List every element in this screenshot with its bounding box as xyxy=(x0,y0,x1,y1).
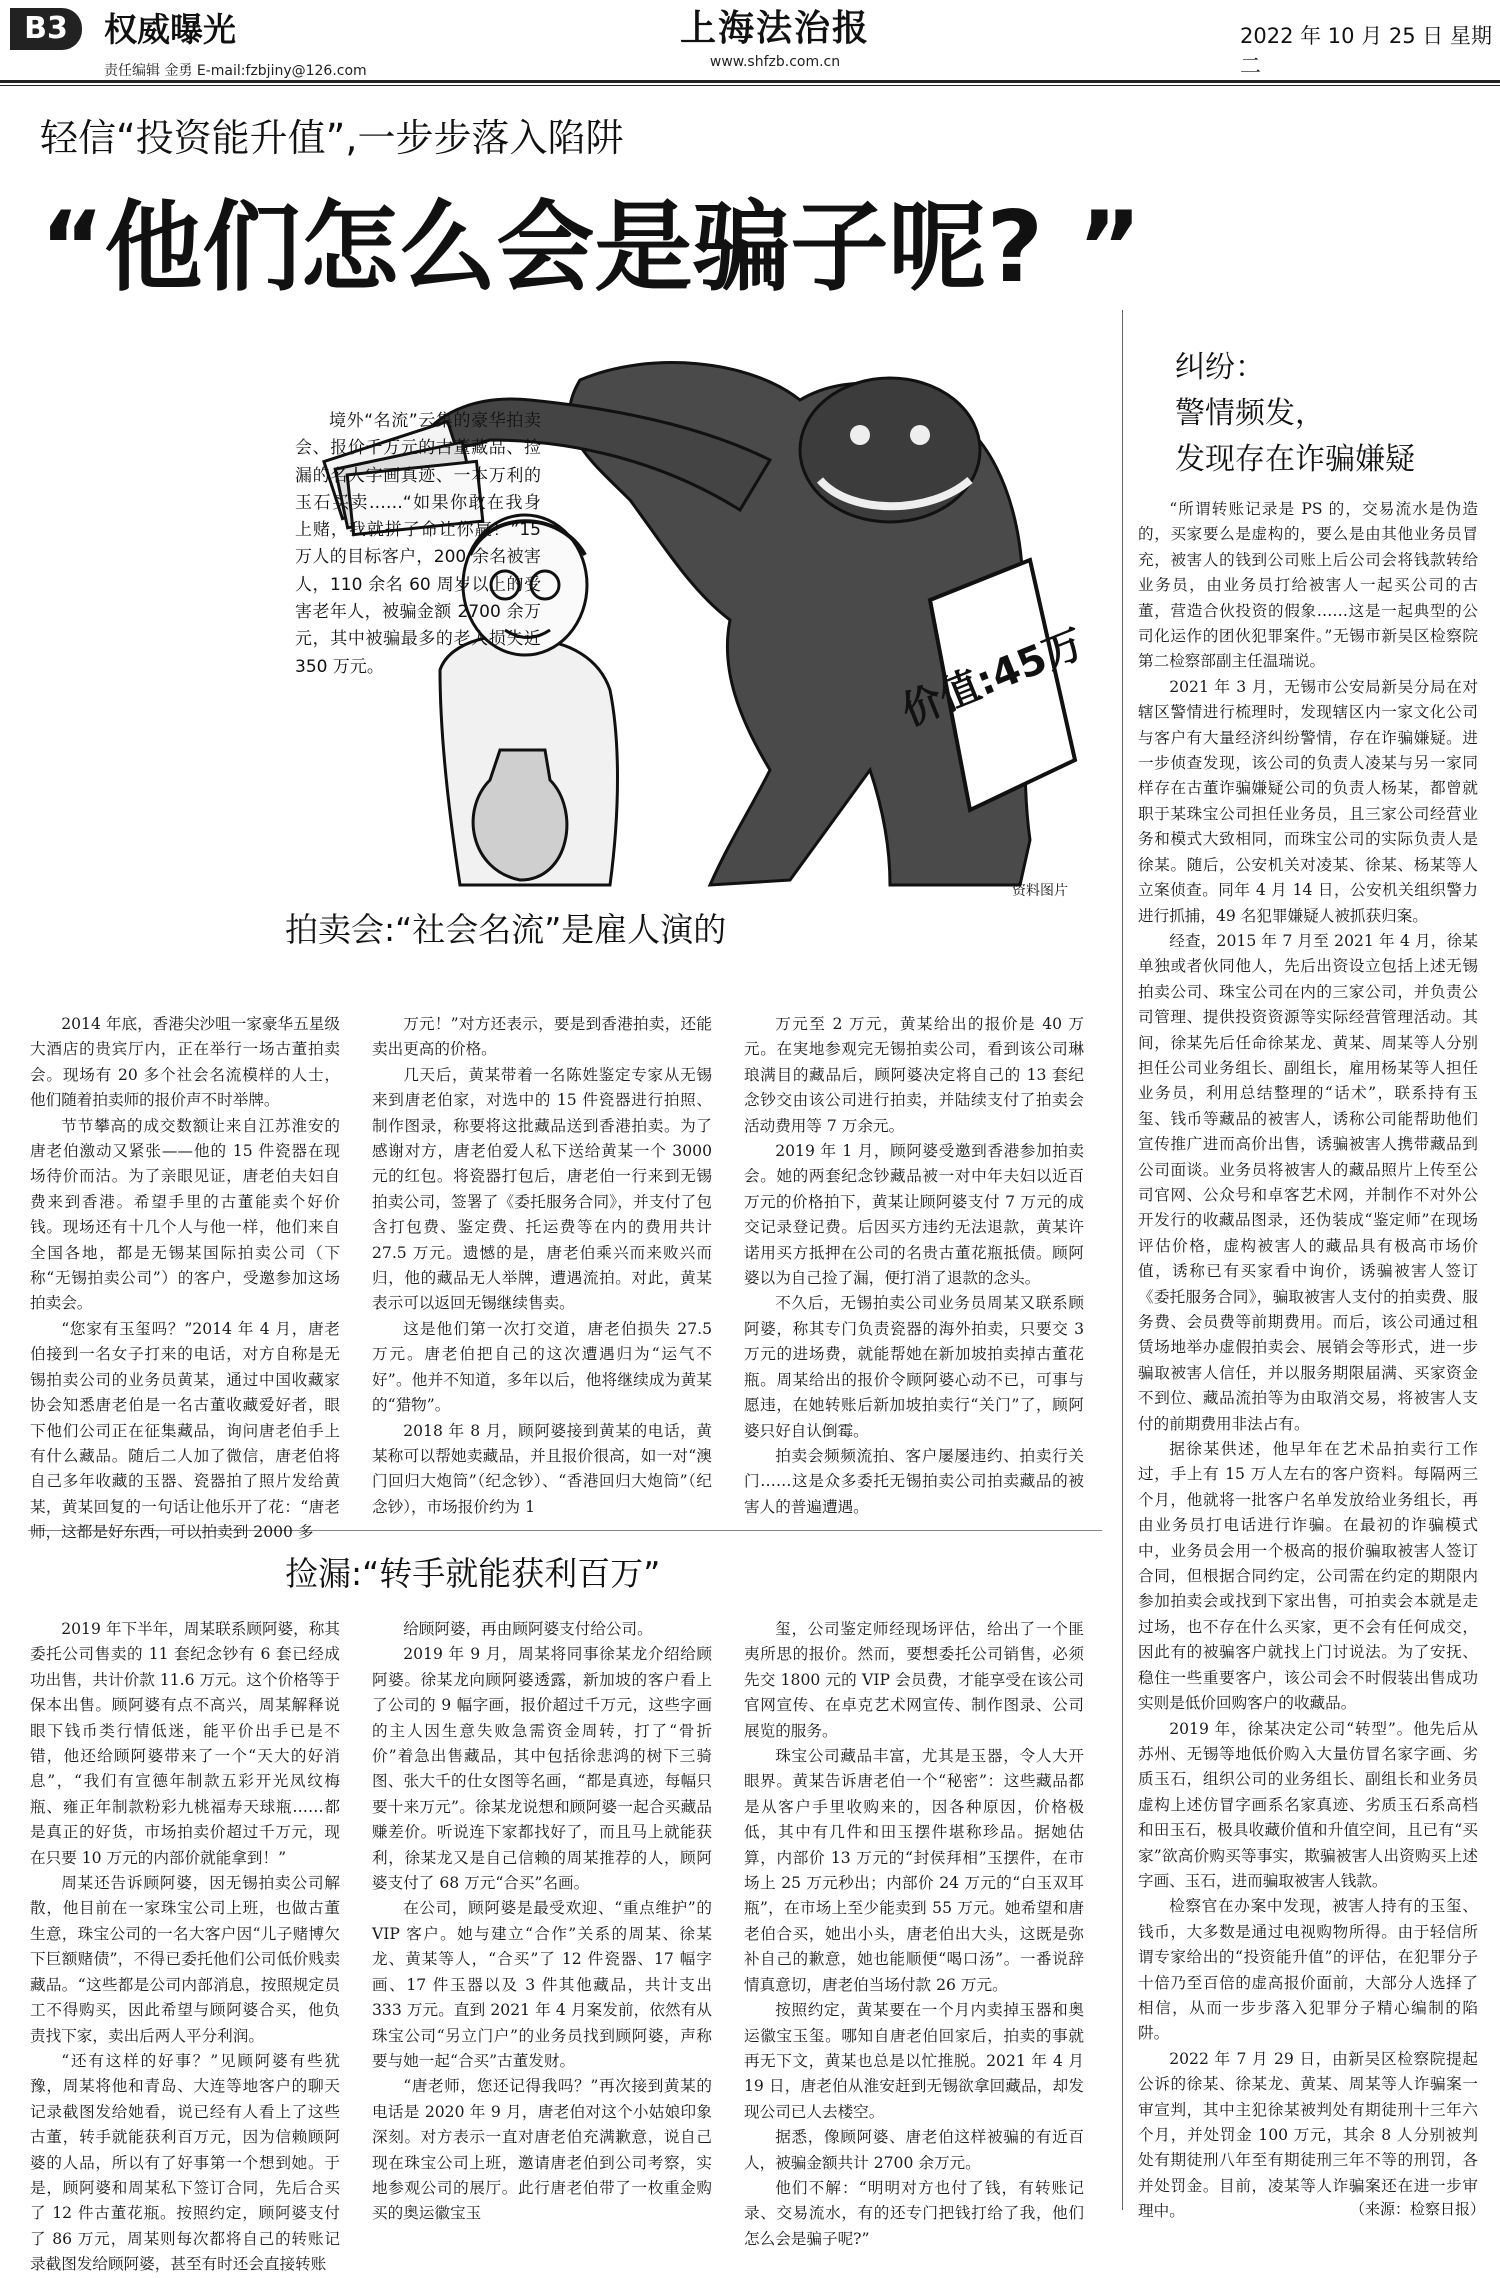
article-intro xyxy=(295,408,541,681)
cartoon-shadow-head xyxy=(800,378,980,522)
paragraph: 2014 年底，香港尖沙咀一家豪华五星级大酒店的贵宾厅内，正在举行一场古董拍卖会。现场有 20 多个社会名流模样的人士，他们随着拍卖师的报价声不时举牌。 xyxy=(30,1015,340,1110)
article-headline: “他们怎么会是骗子呢? ” xyxy=(40,191,1142,305)
paragraph: 2019 年 9 月，周某将同事徐某龙介绍给顾阿婆。徐某龙向顾阿婆透露，新加坡的客户看上了公司的 9 幅字画，报价超过千万元，这些字画的主人因生意失败急需资金周转，打了“骨折价”着急出售藏品，其中包括徐悲鸿的树下三骑图、张大千的仕女图等名画，“都是真迹，每幅只要十来万元”。徐某龙说想和顾阿婆一起合买藏品赚差价。听说连下家都找好了，而且马上就能获利，徐某龙又是自己信赖的周某推荐的人，顾阿婆支付了 68 万元“合买”名画。 xyxy=(372,1645,712,1893)
paragraph: 据徐某供述，他早年在艺术品拍卖行工作过，手上有 15 万人左右的客户资料。每隔两三个月，他就将一批客户名单发放给业务组长，再由业务员打电话进行诈骗。在最初的诈骗模式中，业务员会用一个极高的报价骗取被害人签订合同，但根据合同约定，公司需在约定的期限内参加拍卖会或找到下家出售，可拍卖会本就是走过场，也不存在什么买家，更不会有任何成交，因此有的被骗客户就找上门讨说法。为了安抚、稳住一些重要客户，该公司会不时假装出售成功实则是低价回购客户的收藏品。 xyxy=(1138,1440,1478,1713)
paragraph: 玺，公司鉴定师经现场评估，给出了一个匪夷所思的报价。然而，要想委托公司销售，必须先交 1800 元的 VIP 会员费，才能享受在该公司官网宣传、在卓克艺术网宣传、制作图录、公司展览的服务。 xyxy=(744,1620,1084,1740)
paragraph: 在公司，顾阿婆是最受欢迎、“重点维护”的 VIP 客户。她与建立“合作”关系的周某、徐某龙、黄某等人，“合买”了 12 件瓷器、17 幅字画、17 件玉器以及 3 件其他藏品，共计支出 333 万元。直到 2021 年 4 月案发前，依然有从珠宝公司“另立门户”的业务员找到顾阿婆，声称要与她一起“合买”古董发财。 xyxy=(372,1899,712,2070)
paragraph: 珠宝公司藏品丰富，尤其是玉器，令人大开眼界。黄某告诉唐老伯一个“秘密”：这些藏品都是从客户手里收购来的，因各种原因，价格极低，其中有几件和田玉摆件堪称珍品。据她估算，内部价 13 万元的“封侯拜相”玉摆件，在市场上 25 万元秒出；内部价 24 万元的“白玉双耳瓶”，在市场上至少能卖到 55 万元。她希望和唐老伯合买，她出小头，唐老伯出大头，这既是弥补自己的歉意，她也能顺便“喝口汤”。一番说辞情真意切，唐老伯当场付款 26 万元。 xyxy=(744,1747,1084,1994)
paragraph: 2019 年下半年，周某联系顾阿婆，称其委托公司售卖的 11 套纪念钞有 6 套已经成功出售，共计价款 11.6 万元。这个价格等于保本出售。顾阿婆有点不高兴，周某解释说眼下钱币类行情低迷，能平价出手已是不错，他还给顾阿婆带来了一个“天大的好消息”，“我们有宣德年制款五彩开光凤纹梅瓶、雍正年制款粉彩九桃福寿天球瓶……都是真正的好货，市场拍卖价超过千万元，现在只要 10 万元的内部价就能拿到！” xyxy=(30,1620,340,1867)
body-column-4 xyxy=(30,1617,340,2274)
cartoon-eye-left xyxy=(850,425,870,445)
right-subhead xyxy=(1175,345,1415,483)
column-divider xyxy=(1122,310,1123,2210)
body-column-1 xyxy=(30,1012,340,1542)
right-subhead-line-1: 纠纷： xyxy=(1175,350,1265,385)
editor-line: 责任编辑 金勇 E-mail:fzbjiny@126.com xyxy=(104,63,367,79)
section-title: 权威曝光 xyxy=(104,10,236,49)
paragraph: 周某还告诉顾阿婆，因无锡拍卖公司解散，他目前在一家珠宝公司上班，也做古董生意，珠宝公司的一名大客户因“儿子赌博欠下巨额赌债”，不得已委托他们公司低价贱卖藏品。“这些都是公司内部消息，按照规定员工不得购买，因此希望与顾阿婆合买，他负责找下家，卖出后两人平分利润。 xyxy=(30,1874,340,2045)
paragraph: 万元！”对方还表示，要是到香港拍卖，还能卖出更高的价格。 xyxy=(372,1015,712,1059)
paragraph: 给顾阿婆，再由顾阿婆支付给公司。 xyxy=(403,1620,653,1638)
paragraph: 他们不解：“明明对方也付了钱，有转账记录、交易流水，有的还专门把钱打给了我，他们怎么会是骗子呢?” xyxy=(744,2178,1084,2248)
section-heading-auction: 拍卖会:“社会名流”是雇人演的 xyxy=(285,910,727,949)
paragraph: “唐老师，您还记得我吗？”再次接到黄某的电话是 2020 年 9 月，唐老伯对这个小姑娘印象深刻。对方表示一直对唐老伯充满歉意，说自己现在珠宝公司上班，邀请唐老伯到公司考察，实地参观公司的展厅。此行唐老伯带了一枚重金购买的奥运徽宝玉 xyxy=(372,2077,712,2223)
paragraph: “您家有玉玺吗？”2014 年 4 月，唐老伯接到一名女子打来的电话，对方自称是无锡拍卖公司的业务员黄某，通过中国收藏家协会知悉唐老伯是一名古董收藏爱好者，眼下他们公司正在征集藏品，询问唐老伯手上有什么藏品。随后二人加了微信，唐老伯将自己多年收藏的玉器、瓷器拍了照片发给黄某，黄某回复的一句话让他乐开了花：“唐老师，这都是好东西，可以拍卖到 2000 多 xyxy=(30,1319,340,1542)
header-rule xyxy=(0,80,1500,83)
paragraph: 不久后，无锡拍卖公司业务员周某又联系顾阿婆，称其专门负责瓷器的海外拍卖，只要交 3 万元的进场费，就能帮她在新加坡拍卖掉古董花瓶。周某给出的报价令顾阿婆心动不已，可事与愿违，在她转账后新加坡拍卖行“关门”了，顾阿婆只好自认倒霉。 xyxy=(744,1294,1084,1440)
paragraph: 经查，2015 年 7 月至 2021 年 4 月，徐某单独或者伙同他人，先后出资设立包括上述无锡拍卖公司、珠宝公司在内的三家公司，并负责公司管理、提供投资资源等实际经营管理活动。其间，徐某先后任命徐某龙、黄某、周某等人分别担任公司业务组长、副组长，雇用杨某等人担任业务员，利用总结整理的“话术”，联系持有玉玺、钱币等藏品的被害人，诱称公司能帮助他们宣传推广进而高价出售，诱骗被害人携带藏品到公司面谈。业务员将被害人的藏品照片上传至公司官网、公众号和卓客艺术网，并制作不对外公开发行的收藏品图录，还伪装成“鉴定师”在现场评估价格，虚构被害人的藏品具有极高市场价值，诱称已有买家看中询价，诱骗被害人签订《委托服务合同》，骗取被害人支付的拍卖费、服务费、会员费等前期费用。而后，该公司通过租赁场地举办虚假拍卖会、展销会等形式，进一步骗取被害人信任，并以服务期限届满、买家资金不到位、藏品流拍等为由取消交易，将被害人支付的前期费用非法占有。 xyxy=(1138,931,1478,1433)
paragraph: 节节攀高的成交数额让来自江苏淮安的唐老伯激动又紧张——他的 15 件瓷器在现场待价而沽。为了亲眼见证，唐老伯夫妇自费来到香港。希望手里的古董能卖个好价钱。现场还有十几个人与他一样，他们来自全国各地，都是无锡某国际拍卖公司（下称“无锡拍卖公司”）的客户，受邀参加这场拍卖会。 xyxy=(30,1116,340,1313)
masthead-url: www.shfzb.com.cn xyxy=(709,54,841,70)
paragraph: 据悉，像顾阿婆、唐老伯这样被骗的有近百人，被骗金额共计 2700 余万元。 xyxy=(744,2128,1084,2172)
paragraph: “还有这样的好事？”见顾阿婆有些犹豫，周某将他和青岛、大连等地客户的聊天记录截图发给她看，说已经有人看上了这些古董，转手就能获利百万元，因为信赖顾阿婆的人品，所以有了好事第一个想到她。于是，顾阿婆和周某私下签订合同，先后合买了 12 件古董花瓶。按照约定，顾阿婆支付了 86 万元，周某则每次都将自己的转账记录截图发给顾阿婆，甚至有时还会直接转账 xyxy=(30,2051,340,2274)
masthead-logo: 上海法治报 xyxy=(679,7,870,49)
price-tag-text: 价值:45万 xyxy=(895,620,1091,736)
paragraph: 按照约定，黄某要在一个月内卖掉玉器和奥运徽宝玉玺。哪知自唐老伯回家后，拍卖的事就再无下文，黄某也总是以忙推脱。2021 年 4 月 19 日，唐老伯从淮安赶到无锡欲拿回藏品，却发现公司已人去楼空。 xyxy=(744,2001,1084,2121)
section-badge: B3 xyxy=(10,8,82,50)
page-header xyxy=(0,0,1500,80)
paragraph: 检察官在办案中发现，被害人持有的玉玺、钱币，大多数是通过电视购物所得。由于轻信所谓专家给出的“投资能升值”的评估，在犯罪分子十倍乃至百倍的虚高报价面前，大部分人选择了相信，从而一步步落入犯罪分子精心编制的陷阱。 xyxy=(1138,1897,1478,2043)
body-column-5 xyxy=(372,1617,712,2221)
paragraph: 2022 年 7 月 29 日，由新吴区检察院提起公诉的徐某、徐某龙、黄某、周某等人诈骗案一审宣判，其中主犯徐某被判处有期徒刑十三年六个月，并处罚金 100 万元，其余 8 人分别被判处有期徒刑八年至有期徒刑三年不等的刑罚，各并处罚金。目前，凌某等人诈骗案还在进一步审理中。 xyxy=(1138,2049,1478,2221)
body-column-6 xyxy=(744,1617,1084,2248)
source-credit: （来源：检察日报） xyxy=(1350,2200,1486,2218)
issue-date: 2022 年 10 月 25 日 星期二 xyxy=(1240,24,1492,78)
image-credit: 资料图片 xyxy=(1012,883,1068,899)
paragraph: “所谓转账记录是 PS 的，交易流水是伪造的，买家要么是虚构的，要么是由其他业务员冒充，被害人的钱到公司账上后公司会将钱款转给业务员，由业务员打给被害人一起买公司的古董，营造合伙投资的假象……这是一起典型的公司化运作的团伙犯罪案件。”无锡市新吴区检察院第二检察部副主任温瑞说。 xyxy=(1138,500,1478,671)
paragraph: 2019 年，徐某决定公司“转型”。他先后从苏州、无锡等地低价购入大量仿冒名家字画、劣质玉石，组织公司的业务组长、副组长和业务员虚构上述仿冒字画系名家真迹、劣质玉石系高档和田玉石，极具收藏价值和升值空间，且已有“买家”欲高价购买等事实，欺骗被害人出资购买上述字画、玉石，进而骗取被害人钱款。 xyxy=(1138,1719,1478,1890)
article-subtitle: 轻信“投资能升值”,一步步落入陷阱 xyxy=(40,116,624,160)
paragraph: 2019 年 1 月，顾阿婆受邀到香港参加拍卖会。她的两套纪念钞藏品被一对中年夫妇以近百万元的价格拍下，黄某让顾阿婆支付 7 万元的成交记录登记费。后因买方违约无法退款，黄某许诺用买方抵押在公司的名贵古董花瓶抵债。顾阿婆以为自己捡了漏，便打消了退款的念头。 xyxy=(744,1142,1084,1288)
cartoon-eye-right xyxy=(910,425,930,445)
header-rule-thin xyxy=(0,85,1500,86)
paragraph: 万元至 2 万元，黄某给出的报价是 40 万元。在実地参观完无锡拍卖公司，看到该公司琳琅满目的藏品后，顾阿婆决定将自己的 13 套纪念钞交由该公司进行拍卖，并陆续支付了拍卖会活动费用等 7 万余元。 xyxy=(744,1015,1084,1135)
paragraph: 这是他们第一次打交道，唐老伯损失 27.5 万元。唐老伯把自己的这次遭遇归为“运气不好”。他并不知道，多年以后，他将继续成为黄某的“猎物”。 xyxy=(372,1319,712,1415)
right-subhead-line-2: 警情频发， xyxy=(1175,396,1325,431)
body-column-2 xyxy=(372,1012,712,1530)
intro-paragraph: 境外“名流”云集的豪华拍卖会、报价千万元的古董藏品、捡漏的名人字画真迹、一本万利的玉石买卖……“如果你敢在我身上赌，我就拼了命让你赢！”15万人的目标客户，200 余名被害人，110 余名 60 周岁以上的受害老年人，被骗金额 2700 余万元，其中被骗最多的老人损失近 350 万元。 xyxy=(295,411,541,677)
section-heading-bargain: 捡漏:“转手就能获利百万” xyxy=(285,1554,661,1593)
right-subhead-line-3: 发现存在诈骗嫌疑 xyxy=(1175,442,1415,477)
paragraph: 拍卖会频频流拍、客户屡屡违约、拍卖行关门……这是众多委托无锡拍卖公司拍卖藏品的被害人的普遍遭遇。 xyxy=(744,1446,1084,1516)
body-column-3 xyxy=(744,1012,1084,1530)
paragraph: 几天后，黄某带着一名陈姓鉴定专家从无锡来到唐老伯家，对选中的 15 件瓷器进行拍照、制作图录，称要将这批藏品送到香港拍卖。为了感谢对方，唐老伯爱人私下送给黄某一个 3000 元的红包。将瓷器打包后，唐老伯一行来到无锡拍卖公司，签署了《委托服务合同》，并支付了包含打包费、鉴定费、托运费等在内的费用共计 27.5 万元。遗憾的是，唐老伯乘兴而来败兴而归，他的藏品无人举牌，遭遇流拍。对此，黄某表示可以返回无锡继续售卖。 xyxy=(372,1065,712,1313)
paragraph: 2021 年 3 月，无锡市公安局新吴分局在对辖区警情进行梳理时，发现辖区内一家文化公司与客户有大量经济纠纷警情，存在诈骗嫌疑。进一步侦查发现，该公司的负责人凌某与另一家同样存在古董诈骗嫌疑公司的负责人杨某，都曾就职于某珠宝公司担任业务员，且三家公司经营业务和模式大致相同，而珠宝公司的实际负责人是徐某。随后，公安机关对凌某、徐某、杨某等人立案侦查。同年 4 月 14 日，公安机关组织警力进行抓捕，49 名犯罪嫌疑人被抓获归案。 xyxy=(1138,677,1478,925)
paragraph: 2018 年 8 月，顾阿婆接到黄某的电话，黄某称可以帮她卖藏品，并且报价很高，如一对“澳门回归大炮筒”（纪念钞）、“香港回归大炮筒”（纪念钞），市场报价约为 1 xyxy=(372,1421,712,1516)
